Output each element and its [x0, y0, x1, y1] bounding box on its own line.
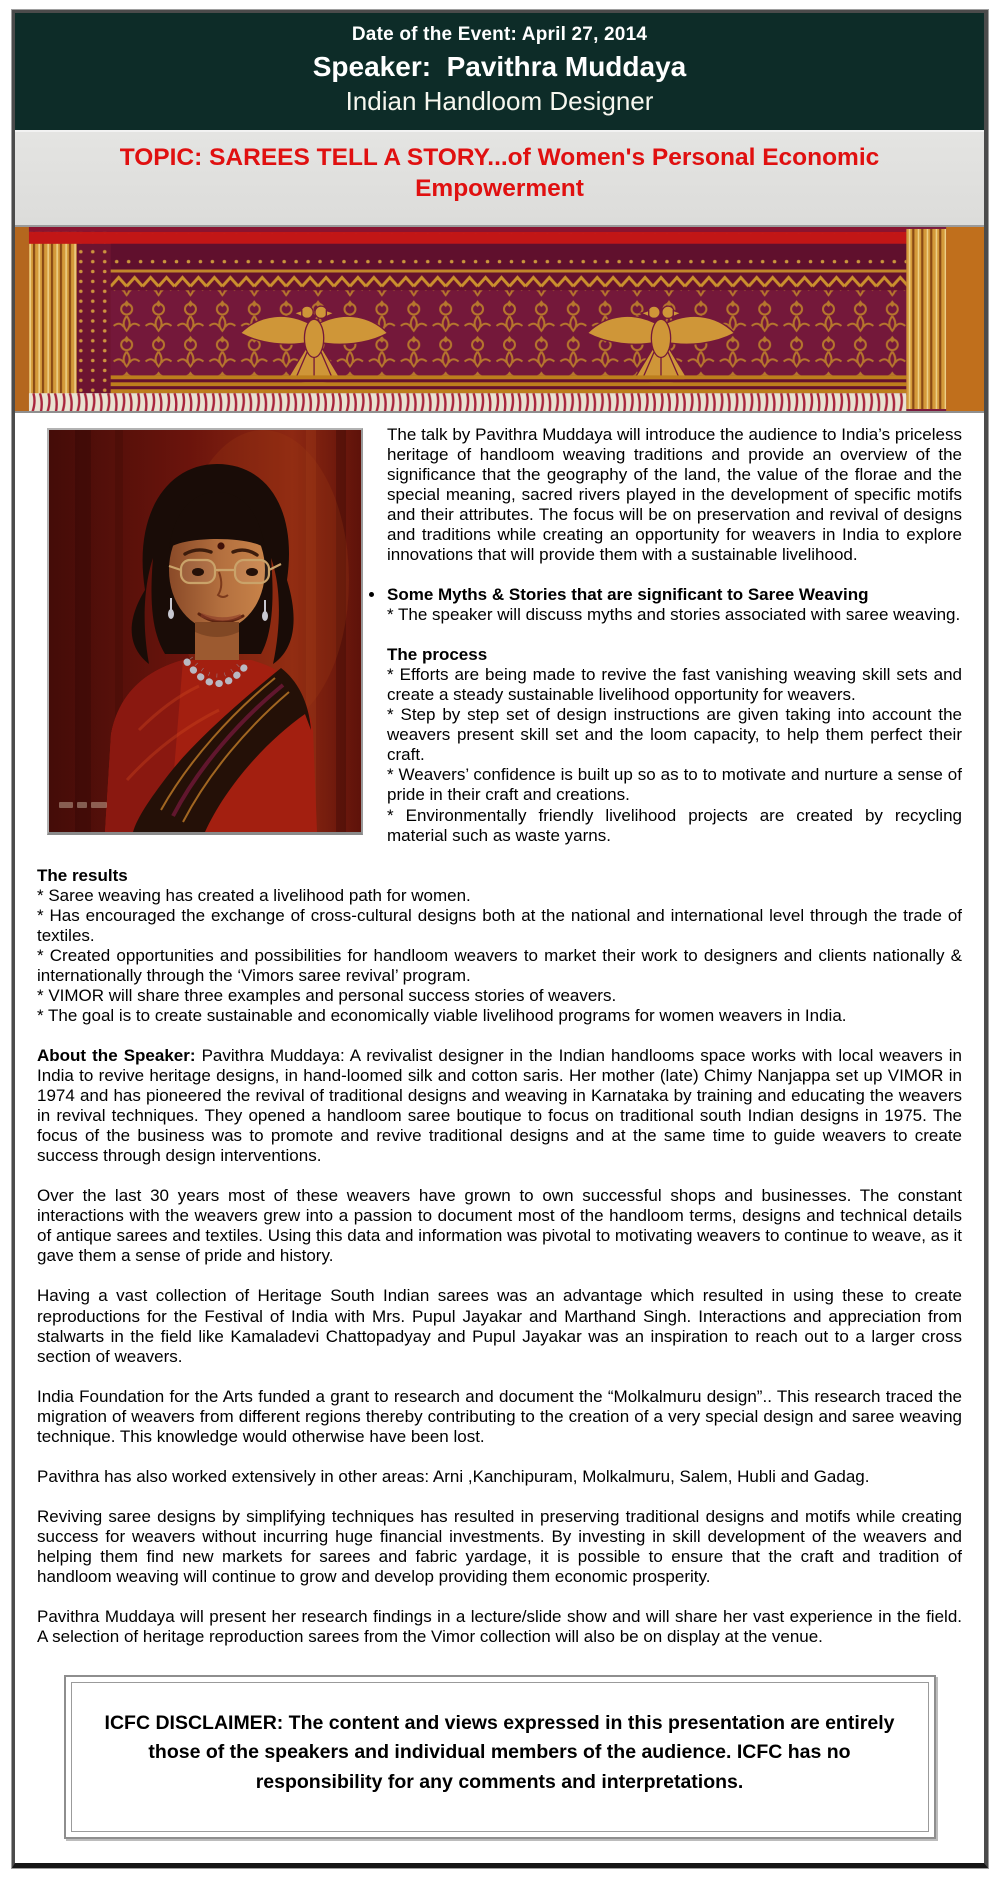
results-item: * Saree weaving has created a livelihood path for women. [37, 885, 471, 905]
about-speaker-paragraph [37, 1046, 962, 1166]
header-band [15, 13, 984, 130]
speaker-name-line: Speaker: Pavithra Muddaya [312, 51, 687, 82]
disclaimer-text: ICFC DISCLAIMER: The content and views expressed in this presentation are entirely those of the speakers and individual members of the audience. ICFC has no responsibility for any comments and interpretations. [104, 1712, 895, 1793]
process-item: * Environmentally friendly livelihood projects are created by recycling material such as waste yarns. [387, 805, 962, 845]
process-item: * Step by step set of design instructions are given taking into account the weavers present skill set and the loom capacity, to help them perfect their craft. [387, 705, 962, 765]
topic-title: TOPIC: SAREES TELL A STORY...of Women's Personal Economic Empowerment [119, 144, 880, 203]
disclaimer-inner [71, 1682, 929, 1832]
reviving-paragraph: Reviving saree designs by simplifying techniques has resulted in preserving traditional designs and motifs while creating success for weavers without incurring huge financial investments. By investing in skill development of the weavers and helping them find new markets for sarees and fabric yardage, it is possible to ensure that the craft and tradition of handloom weaving will continue to grow and develop providing them economic prosperity. [37, 1506, 962, 1586]
speaker-photo-image [47, 428, 363, 835]
results-item: * Created opportunities and possibilities for handloom weavers to market their work to designers and clients nationally & internationally through the ‘Vimors saree revival’ program. [37, 945, 962, 985]
intro-paragraph: The talk by Pavithra Muddaya will introduce the audience to India’s priceless heritage of handloom weaving traditions and provide an overview of the significance that the geography of the land, the value of the florae and the special meaning, sacred rivers played in the development of specific motifs and their attributes. The focus will be on preservation and revival of designs and traditions while creating an opportunity for weavers in India to explore innovations that will provide them with a sustainable livelihood. [387, 424, 962, 564]
results-item: * VIMOR will share three examples and personal success stories of weavers. [37, 985, 617, 1005]
thirty-years-paragraph: Over the last 30 years most of these weavers have grown to own successful shops and businesses. The constant interactions with the weavers grew into a passion to document most of the handloom terms, designs and technical details of antique sarees and textiles. Using this data and information was pivotal to motivating weavers to continue to weave, as it gave them a sense of pride and history. [37, 1186, 962, 1266]
process-heading: The process [387, 645, 488, 665]
collection-paragraph: Having a vast collection of Heritage South Indian sarees was an advantage which resulted in using these to create reproductions for the Festival of India with Mrs. Pupul Jayakar and Marthand Singh. Interactions and appreciation from stalwarts in the field like Kamaladevi Chattopadyay and Pupul Jayakar was an inspiration to reach out to a larger cross section of weavers. [37, 1286, 962, 1366]
saree-banner-image [15, 227, 984, 413]
closing-paragraph: Pavithra Muddaya will present her research findings in a lecture/slide show and will share her vast experience in the field. A selection of heritage reproduction sarees from the Vimor collection will also be on display at the venue. [37, 1607, 962, 1647]
about-speaker-text: Pavithra Muddaya: A revivalist designer in the Indian handlooms space works with local weavers in India to revive heritage designs, in hand-loomed silk and cotton saris. Her mother (late) Chimy Nanjappa set up VIMOR in 1974 and has pioneered the revival of traditional designs and weaving in Karnataka by training and educating the weavers in revival techniques. They opened a handloom saree boutique to focus on traditional south Indian designs in 1975. The focus of the business was to promote and revive traditional designs and at the same time to guide weavers to create success through design interventions. [37, 1045, 963, 1166]
myths-item: * The speaker will discuss myths and stories associated with saree weaving. [387, 605, 961, 625]
topic-band [15, 130, 984, 227]
disclaimer-box [64, 1675, 936, 1839]
speaker-role-line: Indian Handloom Designer [345, 86, 654, 116]
process-item: * Efforts are being made to revive the fast vanishing weaving skill sets and create a steady sustainable livelihood opportunity for weavers. [387, 665, 962, 705]
process-item: * Weavers’ confidence is built up so as to to motivate and nurture a sense of pride in their craft and creations. [387, 765, 962, 805]
results-item: * Has encouraged the exchange of cross-cultural designs both at the national and international level through the trade of textiles. [37, 905, 962, 945]
myths-heading: • Some Myths & Stories that are significant to Saree Weaving [387, 585, 869, 605]
event-flyer-page [12, 10, 988, 1868]
results-item: * The goal is to create sustainable and economically viable livelihood programs for women weavers in India. [37, 1005, 847, 1025]
main-content [15, 413, 984, 1863]
foundation-paragraph: India Foundation for the Arts funded a grant to research and document the “Molkalmuru design”.. This research traced the migration of weavers from different regions thereby contributing to the creation of a very special design and saree weaving technique. This knowledge would otherwise have been lost. [37, 1386, 962, 1446]
areas-paragraph: Pavithra has also worked extensively in other areas: Arni ,Kanchipuram, Molkalmuru, Salem, Hubli and Gadag. [37, 1466, 870, 1486]
about-speaker-label: About the Speaker: [37, 1045, 196, 1065]
event-date-line: Date of the Event: April 27, 2014 [351, 24, 648, 45]
results-heading: The results [37, 865, 128, 885]
